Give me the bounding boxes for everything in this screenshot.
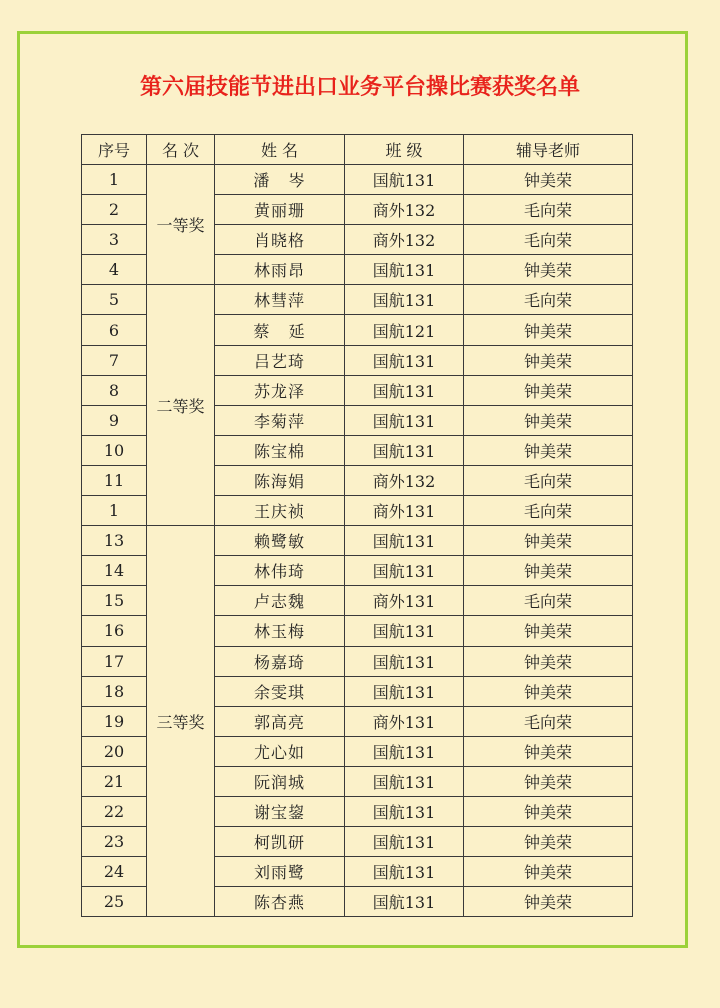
student-class: 国航131: [345, 435, 464, 465]
student-name: 谢宝鋆: [215, 796, 345, 826]
teacher-name: 钟美荣: [464, 646, 633, 676]
teacher-name: 毛向荣: [464, 496, 633, 526]
student-class: 商外131: [345, 706, 464, 736]
student-name: 肖晓格: [215, 225, 345, 255]
row-no: 13: [82, 526, 147, 556]
student-name: 杨嘉琦: [215, 646, 345, 676]
table-row: [82, 526, 633, 556]
row-no: 9: [82, 405, 147, 435]
teacher-name: 毛向荣: [464, 706, 633, 736]
row-no: 10: [82, 435, 147, 465]
student-name: 林彗萍: [215, 285, 345, 315]
student-class: 国航131: [345, 766, 464, 796]
student-name: 黄丽珊: [215, 195, 345, 225]
row-no: 1: [82, 496, 147, 526]
student-class: 商外132: [345, 465, 464, 495]
teacher-name: 钟美荣: [464, 887, 633, 917]
row-no: 21: [82, 766, 147, 796]
teacher-name: 钟美荣: [464, 435, 633, 465]
row-no: 2: [82, 195, 147, 225]
row-no: 6: [82, 315, 147, 345]
teacher-name: 钟美荣: [464, 556, 633, 586]
teacher-name: 毛向荣: [464, 586, 633, 616]
header-class: 班 级: [345, 135, 464, 165]
row-no: 3: [82, 225, 147, 255]
teacher-name: 毛向荣: [464, 465, 633, 495]
student-name: 林玉梅: [215, 616, 345, 646]
award-rank: 三等奖: [147, 526, 215, 917]
teacher-name: 钟美荣: [464, 165, 633, 195]
award-rank: 二等奖: [147, 285, 215, 526]
student-class: 国航131: [345, 345, 464, 375]
student-class: 国航131: [345, 646, 464, 676]
student-name: 陈宝棉: [215, 435, 345, 465]
teacher-name: 钟美荣: [464, 315, 633, 345]
student-class: 国航131: [345, 165, 464, 195]
award-table: [81, 134, 633, 917]
student-class: 国航131: [345, 887, 464, 917]
row-no: 4: [82, 255, 147, 285]
student-name: 林雨昂: [215, 255, 345, 285]
row-no: 18: [82, 676, 147, 706]
row-no: 19: [82, 706, 147, 736]
student-name: 赖鹭敏: [215, 526, 345, 556]
table-row: [82, 285, 633, 315]
teacher-name: 钟美荣: [464, 526, 633, 556]
student-name: 阮润城: [215, 766, 345, 796]
student-name: 陈杏燕: [215, 887, 345, 917]
header-no: 序号: [82, 135, 147, 165]
student-class: 国航131: [345, 405, 464, 435]
teacher-name: 钟美荣: [464, 796, 633, 826]
teacher-name: 钟美荣: [464, 827, 633, 857]
teacher-name: 钟美荣: [464, 766, 633, 796]
teacher-name: 钟美荣: [464, 405, 633, 435]
student-class: 国航131: [345, 616, 464, 646]
student-name: 郭高亮: [215, 706, 345, 736]
teacher-name: 毛向荣: [464, 195, 633, 225]
table-row: [82, 165, 633, 195]
student-class: 国航131: [345, 827, 464, 857]
row-no: 16: [82, 616, 147, 646]
student-name: 柯凯研: [215, 827, 345, 857]
header-rank: 名 次: [147, 135, 215, 165]
row-no: 14: [82, 556, 147, 586]
row-no: 7: [82, 345, 147, 375]
row-no: 20: [82, 736, 147, 766]
page-title: 第六届技能节进出口业务平台操比赛获奖名单: [139, 75, 580, 100]
student-name: 尤心如: [215, 736, 345, 766]
student-class: 国航131: [345, 556, 464, 586]
teacher-name: 钟美荣: [464, 345, 633, 375]
student-class: 国航131: [345, 526, 464, 556]
student-name: 余雯琪: [215, 676, 345, 706]
student-name: 苏龙泽: [215, 375, 345, 405]
student-class: 国航121: [345, 315, 464, 345]
row-no: 23: [82, 827, 147, 857]
student-name: 林伟琦: [215, 556, 345, 586]
teacher-name: 钟美荣: [464, 736, 633, 766]
student-class: 商外131: [345, 496, 464, 526]
row-no: 11: [82, 465, 147, 495]
teacher-name: 钟美荣: [464, 616, 633, 646]
student-name: 蔡 延: [215, 315, 345, 345]
student-name: 刘雨鹭: [215, 857, 345, 887]
teacher-name: 毛向荣: [464, 225, 633, 255]
student-name: 卢志魏: [215, 586, 345, 616]
student-class: 国航131: [345, 736, 464, 766]
header-row: [82, 135, 633, 165]
student-name: 陈海娟: [215, 465, 345, 495]
row-no: 24: [82, 857, 147, 887]
row-no: 25: [82, 887, 147, 917]
student-class: 国航131: [345, 375, 464, 405]
teacher-name: 钟美荣: [464, 255, 633, 285]
student-name: 吕艺琦: [215, 345, 345, 375]
student-class: 国航131: [345, 255, 464, 285]
header-name: 姓 名: [215, 135, 345, 165]
student-class: 国航131: [345, 796, 464, 826]
teacher-name: 钟美荣: [464, 375, 633, 405]
student-class: 商外132: [345, 195, 464, 225]
student-class: 商外132: [345, 225, 464, 255]
teacher-name: 钟美荣: [464, 676, 633, 706]
student-name: 潘 岑: [215, 165, 345, 195]
award-rank: 一等奖: [147, 165, 215, 285]
student-class: 国航131: [345, 857, 464, 887]
student-class: 国航131: [345, 285, 464, 315]
student-name: 李菊萍: [215, 405, 345, 435]
student-name: 王庆祯: [215, 496, 345, 526]
row-no: 15: [82, 586, 147, 616]
row-no: 17: [82, 646, 147, 676]
student-class: 商外131: [345, 586, 464, 616]
row-no: 22: [82, 796, 147, 826]
row-no: 1: [82, 165, 147, 195]
table-body: [82, 165, 633, 917]
student-class: 国航131: [345, 676, 464, 706]
teacher-name: 毛向荣: [464, 285, 633, 315]
row-no: 5: [82, 285, 147, 315]
teacher-name: 钟美荣: [464, 857, 633, 887]
header-teacher: 辅导老师: [464, 135, 633, 165]
row-no: 8: [82, 375, 147, 405]
